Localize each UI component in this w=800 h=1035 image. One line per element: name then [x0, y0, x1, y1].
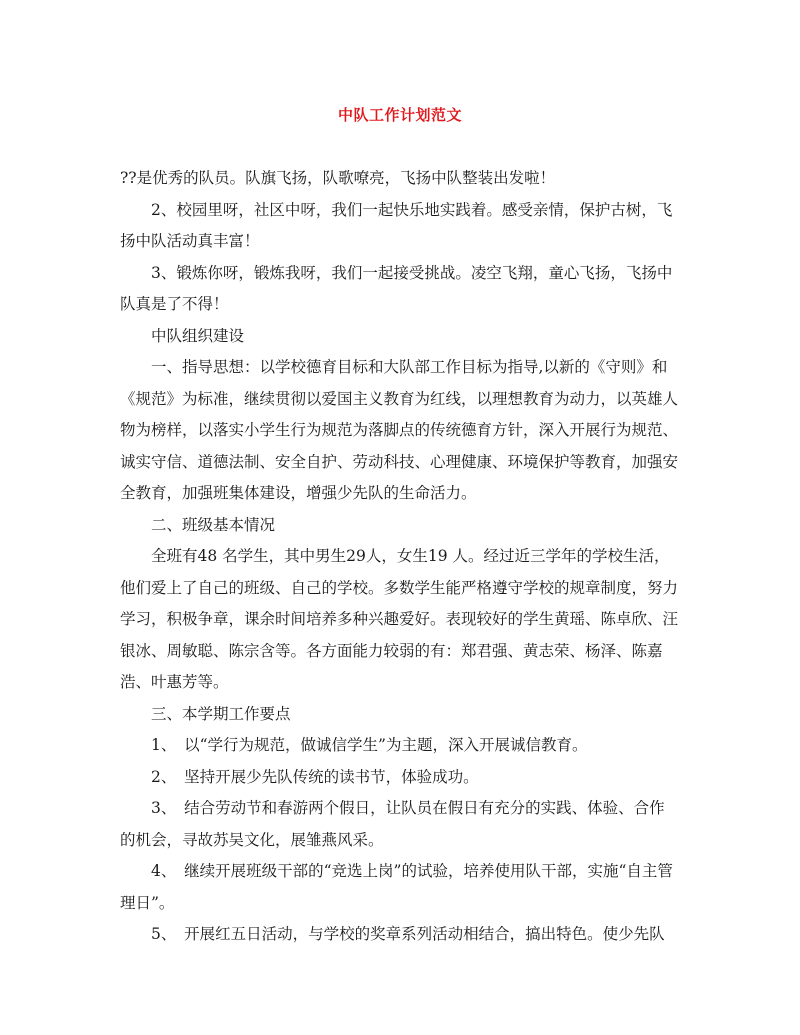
paragraph: 3、锻炼你呀，锻炼我呀，我们一起接受挑战。凌空飞翔，童心飞扬，飞扬中队真是了不得！ — [120, 263, 673, 313]
paragraph: 1、 以“学行为规范，做诚信学生”为主题，深入开展诚信教育。 — [151, 736, 588, 754]
paragraph: 3、 结合劳动节和春游两个假日，让队员在假日有充分的实践、体验、合作的机会，寻故苏吴文化，展雏燕风采。 — [120, 799, 665, 849]
document-body — [120, 163, 680, 951]
paragraph: 三、本学期工作要点 — [151, 704, 291, 723]
paragraph: 一、指导思想：以学校德育目标和大队部工作目标为指导,以新的《守则》和《规范》为标准，继续贯彻以爱国主义教育为红线，以理想教育为动力，以英雄人物为榜样，以落实小学生行为规范为落脚点的传统德育方针，深入开展行为规范、诚实守信、道德法制、安全自护、劳动科技、心理健康、环境保护等教育，加强安全教育，加强班集体建设，增强少先队的生命活力。 — [120, 358, 679, 502]
paragraph: 全班有48 名学生，其中男生29人，女生19 人。经过近三学年的学校生活，他们爱上了自己的班级、自己的学校。多数学生能严格遵守学校的规章制度，努力学习，积极争章，课余时间培养多种兴趣爱好。表现较好的学生黄瑶、陈卓欣、汪银冰、周敏聪、陈宗含等。各方面能力较弱的有：郑君强、黄志荣、杨泽、陈嘉浩、叶惠芳等。 — [120, 547, 679, 691]
paragraph: 2、 坚持开展少先队传统的读书节，体验成功。 — [151, 767, 479, 786]
paragraph: 5、 开展红五日活动，与学校的奖章系列活动相结合，搞出特色。使少先队 — [151, 925, 665, 943]
document-title: 中队工作计划范文 — [337, 106, 462, 124]
paragraph: 二、班级基本情况 — [151, 515, 276, 534]
paragraph: 中队组织建设 — [151, 326, 245, 345]
paragraph: 2、校园里呀，社区中呀，我们一起快乐地实践着。感受亲情，保护古树，飞扬中队活动真丰富！ — [120, 200, 673, 250]
paragraph: 4、 继续开展班级干部的“竞选上岗”的试验，培养使用队干部，实施“自主管理日”。 — [120, 862, 673, 912]
paragraph: ??是优秀的队员。队旗飞扬，队歌嘹亮，飞扬中队整装出发啦！ — [120, 169, 556, 187]
